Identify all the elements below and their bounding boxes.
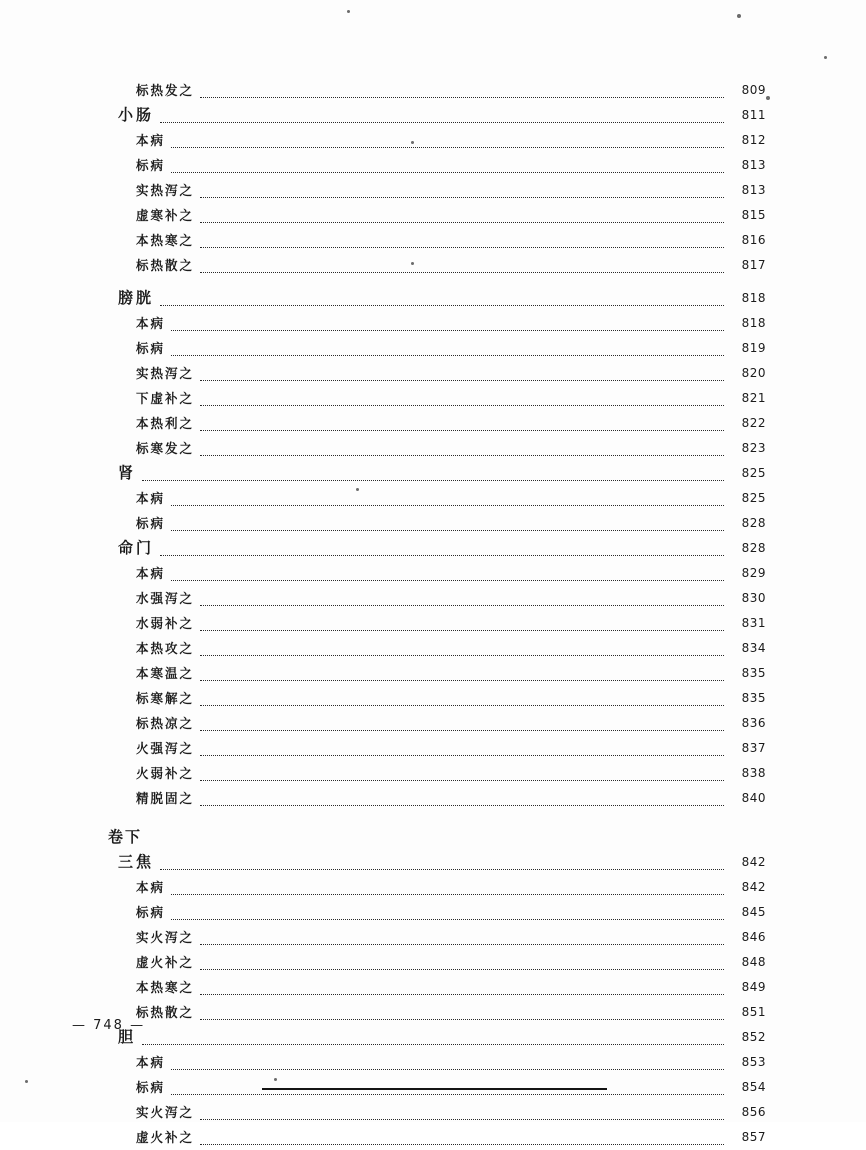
toc-page-number: 837 [741,741,766,755]
toc-entry-label: 标寒解之 [136,690,195,707]
toc-page-number: 835 [741,691,766,705]
row-spacer [0,811,866,825]
toc-leader-dots [171,529,724,531]
toc-entry-label: 标热发之 [136,82,195,99]
toc-entry-label: 本病 [136,565,166,582]
toc-page-number: 836 [741,716,766,730]
toc-leader-dots [200,993,724,995]
toc-leader-dots [200,454,724,456]
toc-page-number: 828 [741,516,766,530]
toc-leader-dots [200,604,724,606]
toc-page-number: 857 [741,1130,766,1144]
toc-leader-dots [200,968,724,970]
toc-entry[interactable] [0,511,866,536]
toc-entry[interactable] [0,228,866,253]
toc-leader-dots [200,1143,724,1145]
toc-entry-label: 肾 [118,463,137,483]
toc-leader-dots [142,479,724,481]
toc-entry-label: 本病 [136,490,166,507]
toc-entry-label: 本寒温之 [136,665,195,682]
toc-entry[interactable] [0,761,866,786]
toc-page-number: 813 [741,183,766,197]
toc-entry[interactable] [0,103,866,128]
toc-entry[interactable] [0,686,866,711]
toc-entry[interactable] [0,411,866,436]
toc-page-number: 856 [741,1105,766,1119]
toc-entry[interactable] [0,486,866,511]
toc-entry[interactable] [0,661,866,686]
toc-leader-dots [200,404,724,406]
toc-leader-dots [160,121,724,123]
toc-page-number: 830 [741,591,766,605]
toc-entry-label: 本病 [136,879,166,896]
toc-page-number: 834 [741,641,766,655]
toc-leader-dots [200,629,724,631]
toc-leader-dots [160,554,724,556]
toc-leader-dots [200,196,724,198]
toc-leader-dots [171,504,724,506]
toc-leader-dots [171,354,724,356]
toc-entry[interactable] [0,203,866,228]
toc-entry[interactable] [0,850,866,875]
toc-entry-label: 虚火补之 [136,1129,195,1146]
toc-entry-label: 小肠 [118,105,155,125]
toc-entry-label: 虚火补之 [136,954,195,971]
toc-entry[interactable] [0,286,866,311]
toc-page-number: 823 [741,441,766,455]
toc-leader-dots [200,729,724,731]
toc-leader-dots [171,146,724,148]
toc-entry[interactable] [0,128,866,153]
toc-page-number: 842 [741,855,766,869]
toc-leader-dots [200,246,724,248]
toc-page-number: 835 [741,666,766,680]
toc-entry[interactable] [0,736,866,761]
toc-page-number: 840 [741,791,766,805]
toc-entry-label: 本热攻之 [136,640,195,657]
toc-entry-label: 实热泻之 [136,365,195,382]
toc-leader-dots [200,704,724,706]
toc-entry-label: 标病 [136,340,166,357]
toc-entry-label: 水强泻之 [136,590,195,607]
toc-leader-dots [171,918,724,920]
toc-entry[interactable] [0,436,866,461]
toc-page-number: 819 [741,341,766,355]
toc-page-number: 816 [741,233,766,247]
toc-entry-label: 实火泻之 [136,929,195,946]
toc-entry[interactable] [0,975,866,1000]
toc-entry[interactable] [0,611,866,636]
toc-entry[interactable] [0,786,866,811]
toc-leader-dots [200,1018,724,1020]
page-folio: — 748 — [72,1018,146,1033]
toc-leader-dots [171,329,724,331]
toc-entry[interactable] [0,311,866,336]
toc-leader-dots [200,943,724,945]
toc-leader-dots [200,754,724,756]
toc-leader-dots [171,171,724,173]
toc-page-number: 854 [741,1080,766,1094]
toc-page-number: 818 [741,316,766,330]
toc-entry-label: 本病 [136,1054,166,1071]
toc-leader-dots [200,804,724,806]
toc-entry-label: 标病 [136,904,166,921]
toc-entry-label: 水弱补之 [136,615,195,632]
toc-leader-dots [200,429,724,431]
toc-page-number: 842 [741,880,766,894]
toc-entry-label: 本热利之 [136,415,195,432]
toc-leader-dots [200,379,724,381]
toc-entry-label: 标热散之 [136,1004,195,1021]
toc-page-number: 851 [741,1005,766,1019]
toc-page-number: 829 [741,566,766,580]
toc-entry[interactable] [0,950,866,975]
toc-page-number: 809 [741,83,766,97]
toc-entry-label: 标热凉之 [136,715,195,732]
scan-speck [737,14,741,18]
toc-page-number: 848 [741,955,766,969]
toc-entry[interactable] [0,336,866,361]
toc-page-number: 831 [741,616,766,630]
toc-entry[interactable] [0,900,866,925]
toc-page-number: 853 [741,1055,766,1069]
toc-leader-dots [171,579,724,581]
toc-leader-dots [142,1043,724,1045]
toc-page-number: 820 [741,366,766,380]
toc-entry-label: 标热散之 [136,257,195,274]
toc-entry[interactable] [0,875,866,900]
toc-leader-dots [200,271,724,273]
toc-entry[interactable] [0,1050,866,1075]
toc-page-number: 849 [741,980,766,994]
toc-entry-label: 标寒发之 [136,440,195,457]
toc-entry-label: 精脱固之 [136,790,195,807]
table-of-contents [0,78,866,1150]
toc-entry[interactable] [0,1100,866,1125]
toc-entry-label: 本病 [136,132,166,149]
toc-page-number: 845 [741,905,766,919]
toc-leader-dots [200,654,724,656]
toc-entry[interactable] [0,561,866,586]
toc-entry-label: 三焦 [118,852,155,872]
toc-page-number: 822 [741,416,766,430]
toc-entry-label: 火强泻之 [136,740,195,757]
toc-page-number: 815 [741,208,766,222]
toc-entry[interactable] [0,536,866,561]
toc-page-number: 811 [741,108,766,122]
toc-entry-label: 本热寒之 [136,979,195,996]
toc-page-number: 838 [741,766,766,780]
toc-entry-label: 本热寒之 [136,232,195,249]
toc-page-number: 818 [741,291,766,305]
toc-entry[interactable] [0,253,866,278]
toc-entry-label: 本病 [136,315,166,332]
toc-leader-dots [171,1093,724,1095]
toc-entry-label: 火弱补之 [136,765,195,782]
toc-leader-dots [200,779,724,781]
toc-entry[interactable] [0,153,866,178]
toc-entry-label: 命门 [118,538,155,558]
toc-leader-dots [200,96,724,98]
toc-entry-label: 胆 [118,1027,137,1047]
scan-speck [347,10,350,13]
toc-entry[interactable] [0,636,866,661]
toc-entry-label: 虚寒补之 [136,207,195,224]
toc-leader-dots [171,1068,724,1070]
toc-entry[interactable] [0,461,866,486]
toc-entry[interactable] [0,386,866,411]
scan-speck [824,56,827,59]
footer-rule [262,1088,607,1090]
toc-entry[interactable] [0,925,866,950]
toc-page-number: 825 [741,466,766,480]
toc-page-number: 852 [741,1030,766,1044]
toc-entry[interactable] [0,361,866,386]
toc-leader-dots [200,1118,724,1120]
toc-entry-label: 实热泻之 [136,182,195,199]
toc-entry[interactable] [0,78,866,103]
toc-entry-label: 标病 [136,157,166,174]
toc-page-number: 846 [741,930,766,944]
toc-leader-dots [200,679,724,681]
toc-page-number: 812 [741,133,766,147]
toc-entry[interactable] [0,711,866,736]
toc-entry-label: 实火泻之 [136,1104,195,1121]
toc-leader-dots [160,868,724,870]
toc-page-number: 821 [741,391,766,405]
toc-entry-label: 下虚补之 [136,390,195,407]
toc-leader-dots [200,221,724,223]
toc-entry-label: 膀胱 [118,288,155,308]
toc-page-number: 828 [741,541,766,555]
toc-entry-label: 卷下 [108,827,143,847]
toc-page-number: 817 [741,258,766,272]
toc-entry[interactable] [0,586,866,611]
toc-page-number: 825 [741,491,766,505]
toc-leader-dots [160,304,724,306]
toc-section-heading[interactable] [0,825,866,850]
toc-entry[interactable] [0,178,866,203]
toc-leader-dots [171,893,724,895]
toc-page-number: 813 [741,158,766,172]
toc-entry-label: 标病 [136,1079,166,1096]
toc-entry[interactable] [0,1125,866,1150]
toc-entry-label: 标病 [136,515,166,532]
